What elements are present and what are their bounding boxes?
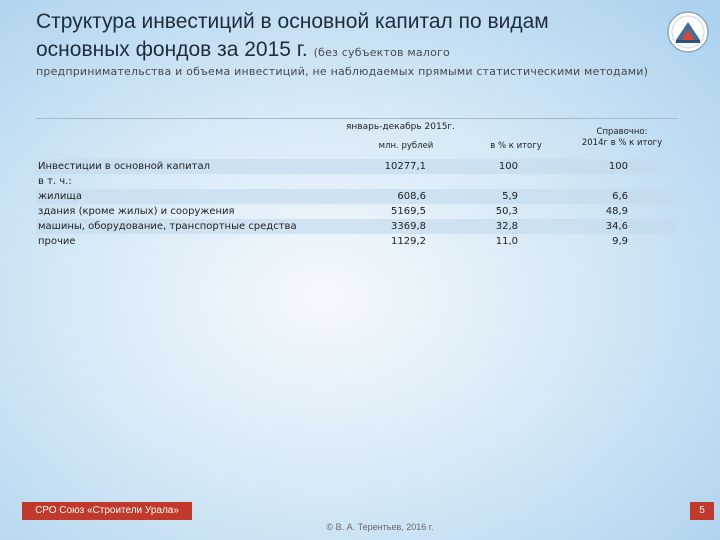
row-label: здания (кроме жилых) и сооружения [38, 206, 235, 217]
copyright-credit: © В. А. Терентьев, 2016 г. [326, 522, 434, 532]
row-label: прочие [38, 236, 76, 247]
table-row [36, 219, 678, 234]
cell-mln: 1129,2 [391, 236, 426, 247]
cell-mln: 5169,5 [391, 206, 426, 217]
col-header-ref-line1: Справочно: [596, 127, 648, 137]
table-header [36, 118, 678, 159]
page-number-badge: 5 [690, 502, 714, 520]
row-label: машины, оборудование, транспортные средства [38, 221, 297, 232]
table-row [36, 159, 678, 174]
cell-ref: 6,6 [612, 191, 628, 202]
table-row [36, 234, 678, 249]
cell-ref: 34,6 [605, 221, 628, 232]
cell-mln: 608,6 [397, 191, 426, 202]
col-header-mln: млн. рублей [378, 141, 434, 151]
investment-structure-table [36, 118, 678, 249]
org-name-badge: СРО Союз «Строители Урала» [22, 502, 192, 520]
cell-pct: 50,3 [495, 206, 518, 217]
org-emblem-icon [666, 10, 710, 54]
col-header-pct: в % к итогу [490, 141, 542, 151]
row-label: в т. ч.: [38, 176, 72, 187]
cell-pct: 100 [498, 161, 518, 172]
cell-ref: 100 [608, 161, 628, 172]
table-row [36, 204, 678, 219]
cell-ref: 48,9 [605, 206, 628, 217]
row-label: жилища [38, 191, 82, 202]
slide-title-main: Структура инвестиций в основной капитал по видам основных фондов за 2015 г. [36, 10, 549, 61]
row-label: Инвестиции в основной капитал [38, 161, 210, 172]
period-header: январь-декабрь 2015г. [346, 122, 456, 132]
cell-pct: 32,8 [495, 221, 518, 232]
table-row [36, 189, 678, 204]
cell-mln: 3369,8 [391, 221, 426, 232]
cell-pct: 5,9 [502, 191, 518, 202]
cell-pct: 11,0 [495, 236, 518, 247]
col-header-ref-line2: 2014г в % к итогу [581, 138, 663, 148]
col-header-ref [566, 127, 678, 149]
cell-ref: 9,9 [612, 236, 628, 247]
slide-title-note: (без субъектов малого [313, 46, 450, 59]
cell-mln: 10277,1 [384, 161, 426, 172]
table-row [36, 174, 678, 189]
slide-subtitle: предпринимательства и объема инвестиций, не наблюдаемых прямыми статистическими методами) [36, 65, 649, 78]
slide-title [36, 8, 646, 67]
